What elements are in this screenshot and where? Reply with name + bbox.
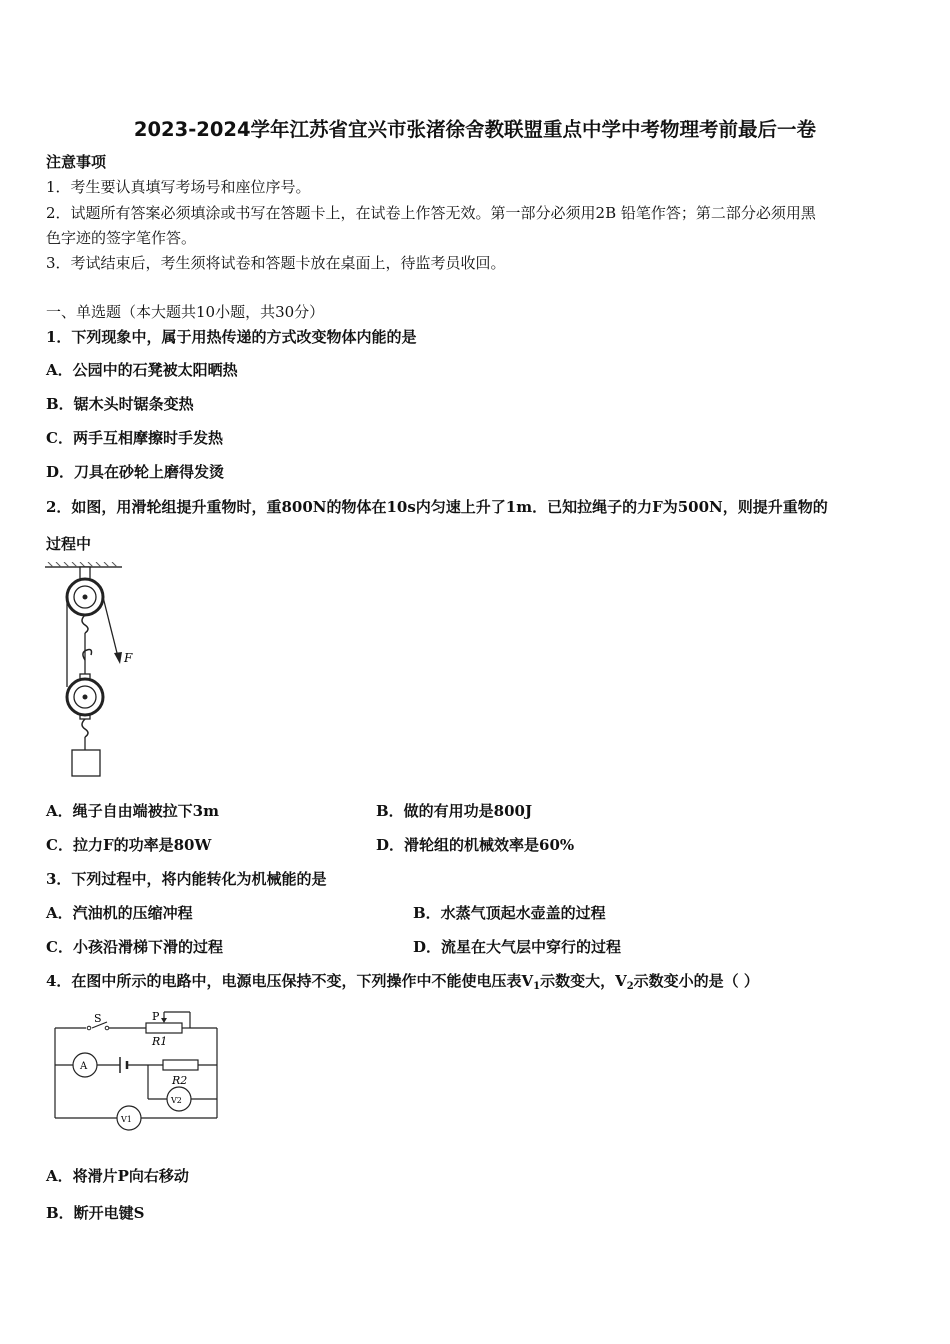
q1-option-b: B．锯木头时锯条变热 [46,395,194,413]
circuit-diagram [50,1008,225,1134]
q2-stem: 2．如图，用滑轮组提升重物时，重800N的物体在10s内匀速上升了1m．已知拉绳子的力F为500N，则提升重物的 [46,498,828,516]
force-label: F [124,651,133,665]
notice-item: 1．考生要认真填写考场号和座位序号。 [46,178,311,196]
q1-option-c: C．两手互相摩擦时手发热 [46,429,223,447]
r1-label: R1 [152,1035,168,1048]
q1-stem: 1．下列现象中，属于用热传递的方式改变物体内能的是 [46,328,417,346]
notice-item: 色字迹的签字笔作答。 [46,229,197,247]
q3-stem: 3．下列过程中，将内能转化为机械能的是 [46,870,327,888]
v2-label: V2 [171,1096,182,1105]
q2-option-c: C．拉力F的功率是80W [46,836,212,854]
switch-label: S [94,1012,102,1025]
q1-option-d: D．刀具在砂轮上磨得发烫 [46,463,225,481]
q3-option-d: D．流星在大气层中穿行的过程 [413,938,622,956]
q4-stem: 4．在图中所示的电路中，电源电压保持不变，下列操作中不能使电压表$V_1$示数变大，$V_2$示数变小的是（ ） [46,972,759,992]
notice-item: 3．考试结束后，考生须将试卷和答题卡放在桌面上，待监考员收回。 [46,254,506,272]
q3-option-b: B．水蒸气顶起水壶盖的过程 [413,904,606,922]
slider-label: P [152,1010,160,1023]
ammeter-label: A [80,1061,88,1072]
q2-option-a: A．绳子自由端被拉下3m [46,802,219,820]
page-title: 2023-2024学年江苏省宜兴市张渚徐舍教联盟重点中学中考物理考前最后一卷 [133,118,817,141]
q4-option-a: A．将滑片P向右移动 [46,1167,189,1185]
section-heading: 一、单选题（本大题共10小题，共30分） [46,303,325,321]
q3-option-a: A．汽油机的压缩冲程 [46,904,193,922]
q1-option-a: A．公园中的石凳被太阳晒热 [46,361,238,379]
pulley-figure [40,562,150,780]
notice-heading: 注意事项 [46,153,107,171]
q3-option-c: C．小孩沿滑梯下滑的过程 [46,938,223,956]
v1-label: V1 [121,1115,132,1124]
q2-stem-cont: 过程中 [46,535,92,553]
r2-label: R2 [172,1074,188,1087]
q2-option-b: B．做的有用功是800J [376,802,533,820]
q4-option-b: B．断开电键S [46,1204,145,1222]
notice-item: 2．试题所有答案必须填涂或书写在答题卡上，在试卷上作答无效。第一部分必须用2B 铅笔作答；第二部分必须用黑 [46,204,816,222]
q2-option-d: D．滑轮组的机械效率是60% [376,836,575,854]
